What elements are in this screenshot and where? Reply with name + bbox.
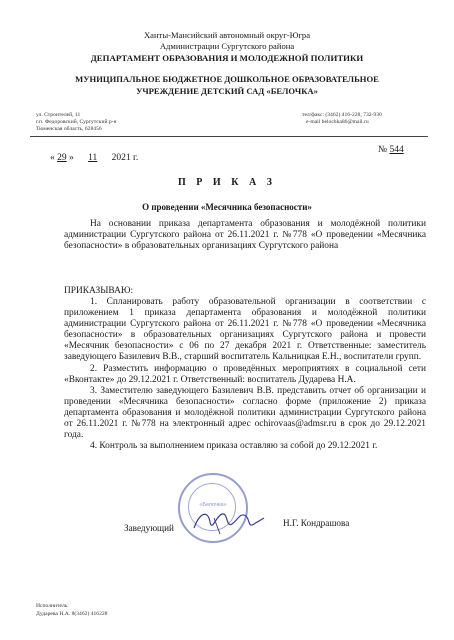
order-item-1: 1. Спланировать работу образовательной организации в соответствии с приложением 1 приказа департамента образования и молодёжной политики администрации Сургутского района от 26.11.2021 г. №778 «О проведении «Месячника безопасности» в образовательных организациях Сургутского района и провести «Месячник безопасности» с 06 по 27 декабря 2021 г. Ответственные: заместитель заведующего Базилевич В.В., старший воспитатель Кальницкая Е.Н., воспитатели групп. xyxy=(64,297,426,363)
document-title: П Р И К А З xyxy=(178,177,276,188)
intro-paragraph xyxy=(64,219,426,252)
order-item-2: 2. Разместить информацию о проведённых мероприятиях в социальной сети «Вконтакте» до 29.12.2021 г. Ответственный: воспитатель Дударева Н.А. xyxy=(64,363,426,385)
department-line: ДЕПАРТАМЕНТ ОБРАЗОВАНИЯ И МОЛОДЕЖНОЙ ПОЛИТИКИ xyxy=(90,53,364,63)
org-name-line1: МУНИЦИПАЛЬНОЕ БЮДЖЕТНОЕ ДОШКОЛЬНОЕ ОБРАЗОВАТЕЛЬНОЕ xyxy=(75,74,379,84)
stamp-label: «Белочка» xyxy=(199,502,227,508)
order-item-3: 3. Заместителю заведующего Базилевич В.В. представить отчет об организации и проведении «Месячника безопасности» согласно форме (приложение 2) приказа департамента образования и молодёжной политики администрации Сургутского района от 26.11.2021 г. №778 на электронный адрес ochirovaas@admsr.ru в срок до 29.12.2021 года. xyxy=(64,385,426,441)
order-number xyxy=(378,145,404,155)
address-line-2: г.п. Федоровский, Сургутский р-н xyxy=(36,119,117,125)
address-line-3: Тюменская область, 628456 xyxy=(36,126,102,132)
header-divider xyxy=(30,136,428,137)
number-label: № xyxy=(378,145,388,155)
phone-line: тел/факс: (3462) 416-228, 732-930 xyxy=(302,112,382,118)
handwritten-signature xyxy=(190,506,270,540)
date-open-quote: « xyxy=(50,153,55,163)
date-year: 2021 г. xyxy=(111,153,139,163)
order-word: ПРИКАЗЫВАЮ: xyxy=(64,286,134,296)
number-value: 544 xyxy=(389,145,404,155)
order-item-4: 4. Контроль за выполнением приказа оставляю за собой до 29.12.2021 г. xyxy=(90,441,378,452)
signatory-name: Н.Г. Кондрашова xyxy=(283,518,350,528)
address-line-1: ул. Строителей, 11 xyxy=(36,112,81,118)
document-subtitle: О проведении «Месячника безопасности» xyxy=(142,202,312,212)
email-line: e-mail belochka86@mail.ru xyxy=(306,119,369,125)
order-date xyxy=(50,153,138,163)
org-name-line2: УЧРЕЖДЕНИЕ ДЕТСКИЙ САД «БЕЛОЧКА» xyxy=(136,86,318,96)
signatory-role: Заведующий xyxy=(124,523,174,533)
date-day: 29 xyxy=(57,153,67,163)
intro-text: На основании приказа департамента образования и молодёжной политики администрации Сургутского района от 26.11.2021 г. №778 «О проведении «Месячника безопасности» в образовательных организациях Сургутского района xyxy=(64,219,426,252)
administration-line: Администрации Сургутского района xyxy=(159,41,295,51)
order-items xyxy=(64,297,426,452)
region-line: Ханты-Мансийский автономный округ-Югра xyxy=(143,30,311,40)
executor-info: Дударева Н.А. 8(3462) 416228 xyxy=(36,611,108,617)
date-close-quote: » xyxy=(69,153,74,163)
date-month: 11 xyxy=(88,153,98,163)
executor-label: Исполнитель: xyxy=(36,603,69,609)
